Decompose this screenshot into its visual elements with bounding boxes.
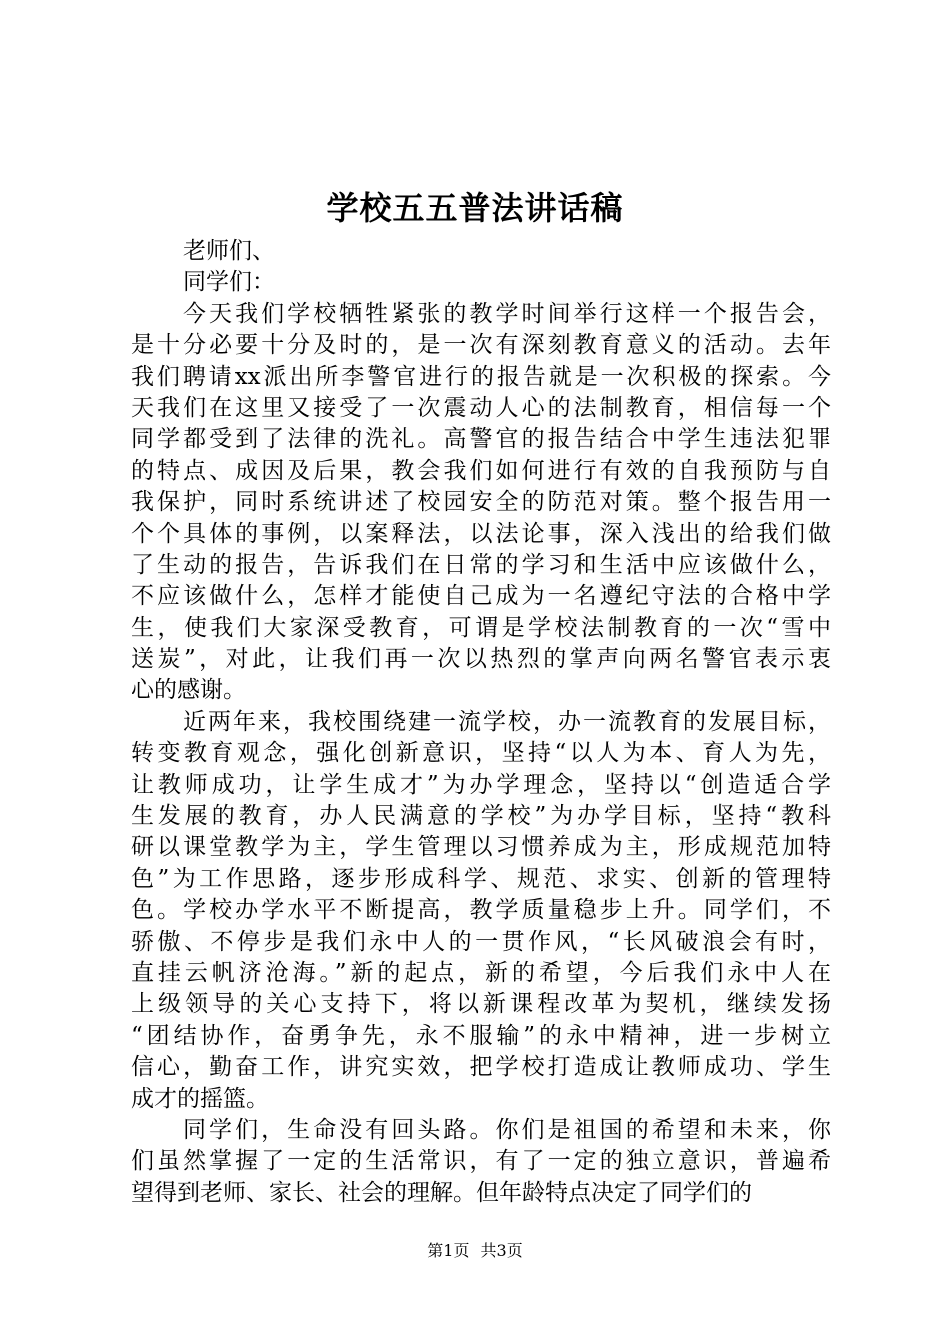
paragraph-line: 研以课堂教学为主，学生管理以习惯养成为主，形成规范加特 (131, 834, 831, 861)
paragraph-line: 色。学校办学水平不断提高，教学质量稳步上升。同学们，不 (131, 897, 831, 924)
paragraph-line: 上级领导的关心支持下，将以新课程改革为契机，继续发扬 (131, 991, 831, 1018)
paragraph-line: 是十分必要十分及时的，是一次有深刻教育意义的活动。去年 (131, 332, 831, 359)
paragraph-line: 送炭”，对此，让我们再一次以热烈的掌声向两名警官表示衷 (131, 646, 831, 673)
paragraph-line: 生发展的教育，办人民满意的学校”为办学目标，坚持“教科 (131, 803, 831, 830)
paragraph-line: 的特点、成因及后果，教会我们如何进行有效的自我预防与自 (131, 457, 831, 484)
paragraph-line: 不应该做什么，怎样才能使自己成为一名遵纪守法的合格中学 (131, 583, 831, 610)
document-body (131, 236, 831, 1209)
paragraph (131, 299, 831, 707)
paragraph-line: 信心，勤奋工作，讲究实效，把学校打造成让教师成功、学生 (131, 1054, 831, 1081)
paragraph-line: 今天我们学校牺牲紧张的教学时间举行这样一个报告会， (183, 300, 831, 327)
document-title: 学校五五普法讲话稿 (326, 189, 624, 227)
paragraph-line: 近两年来，我校围绕建一流学校，办一流教育的发展目标， (183, 708, 831, 735)
paragraph-line: 同学们，生命没有回头路。你们是祖国的希望和未来，你 (183, 1116, 831, 1143)
page-footer: 第1页 共3页 (427, 1241, 523, 1260)
paragraph-line: 同学都受到了法律的洗礼。高警官的报告结合中学生违法犯罪 (131, 426, 831, 453)
paragraph-line: 我们聘请xx派出所李警官进行的报告就是一次积极的探索。今 (131, 363, 831, 390)
paragraph-line: “团结协作，奋勇争先，永不服输”的永中精神，进一步树立 (131, 1022, 831, 1049)
paragraph-line: 望得到老师、家长、社会的理解。但年龄特点决定了同学们的 (131, 1179, 752, 1206)
greeting-line: 同学们： (183, 269, 275, 296)
paragraph-line: 直挂云帆济沧海。”新的起点，新的希望，今后我们永中人在 (131, 959, 831, 986)
paragraph-line: 心的感谢。 (131, 677, 246, 704)
paragraph-line: 色”为工作思路，逐步形成科学、规范、求实、创新的管理特 (131, 865, 831, 892)
paragraph (131, 1115, 831, 1209)
paragraph-line: 我保护，同时系统讲述了校园安全的防范对策。整个报告用一 (131, 489, 831, 516)
paragraph-line: 生，使我们大家深受教育，可谓是学校法制教育的一次“雪中 (131, 614, 831, 641)
paragraph-line: 个个具体的事例，以案释法，以法论事，深入浅出的给我们做 (131, 520, 831, 547)
paragraph-line: 成才的摇篮。 (131, 1085, 269, 1112)
paragraph-line: 们虽然掌握了一定的生活常识，有了一定的独立意识，普遍希 (131, 1148, 831, 1175)
paragraphs-container (131, 299, 831, 1209)
paragraph-line: 转变教育观念，强化创新意识，坚持“以人为本、育人为先， (131, 740, 831, 767)
paragraph (131, 707, 831, 1115)
paragraph-line: 骄傲、不停步是我们永中人的一贯作风，“长风破浪会有时， (131, 928, 831, 955)
paragraph-line: 了生动的报告，告诉我们在日常的学习和生活中应该做什么， (131, 551, 831, 578)
paragraph-line: 天我们在这里又接受了一次震动人心的法制教育，相信每一个 (131, 394, 831, 421)
paragraph-line: 让教师成功，让学生成才”为办学理念，坚持以“创造适合学 (131, 771, 831, 798)
greeting-line: 老师们、 (183, 238, 275, 264)
